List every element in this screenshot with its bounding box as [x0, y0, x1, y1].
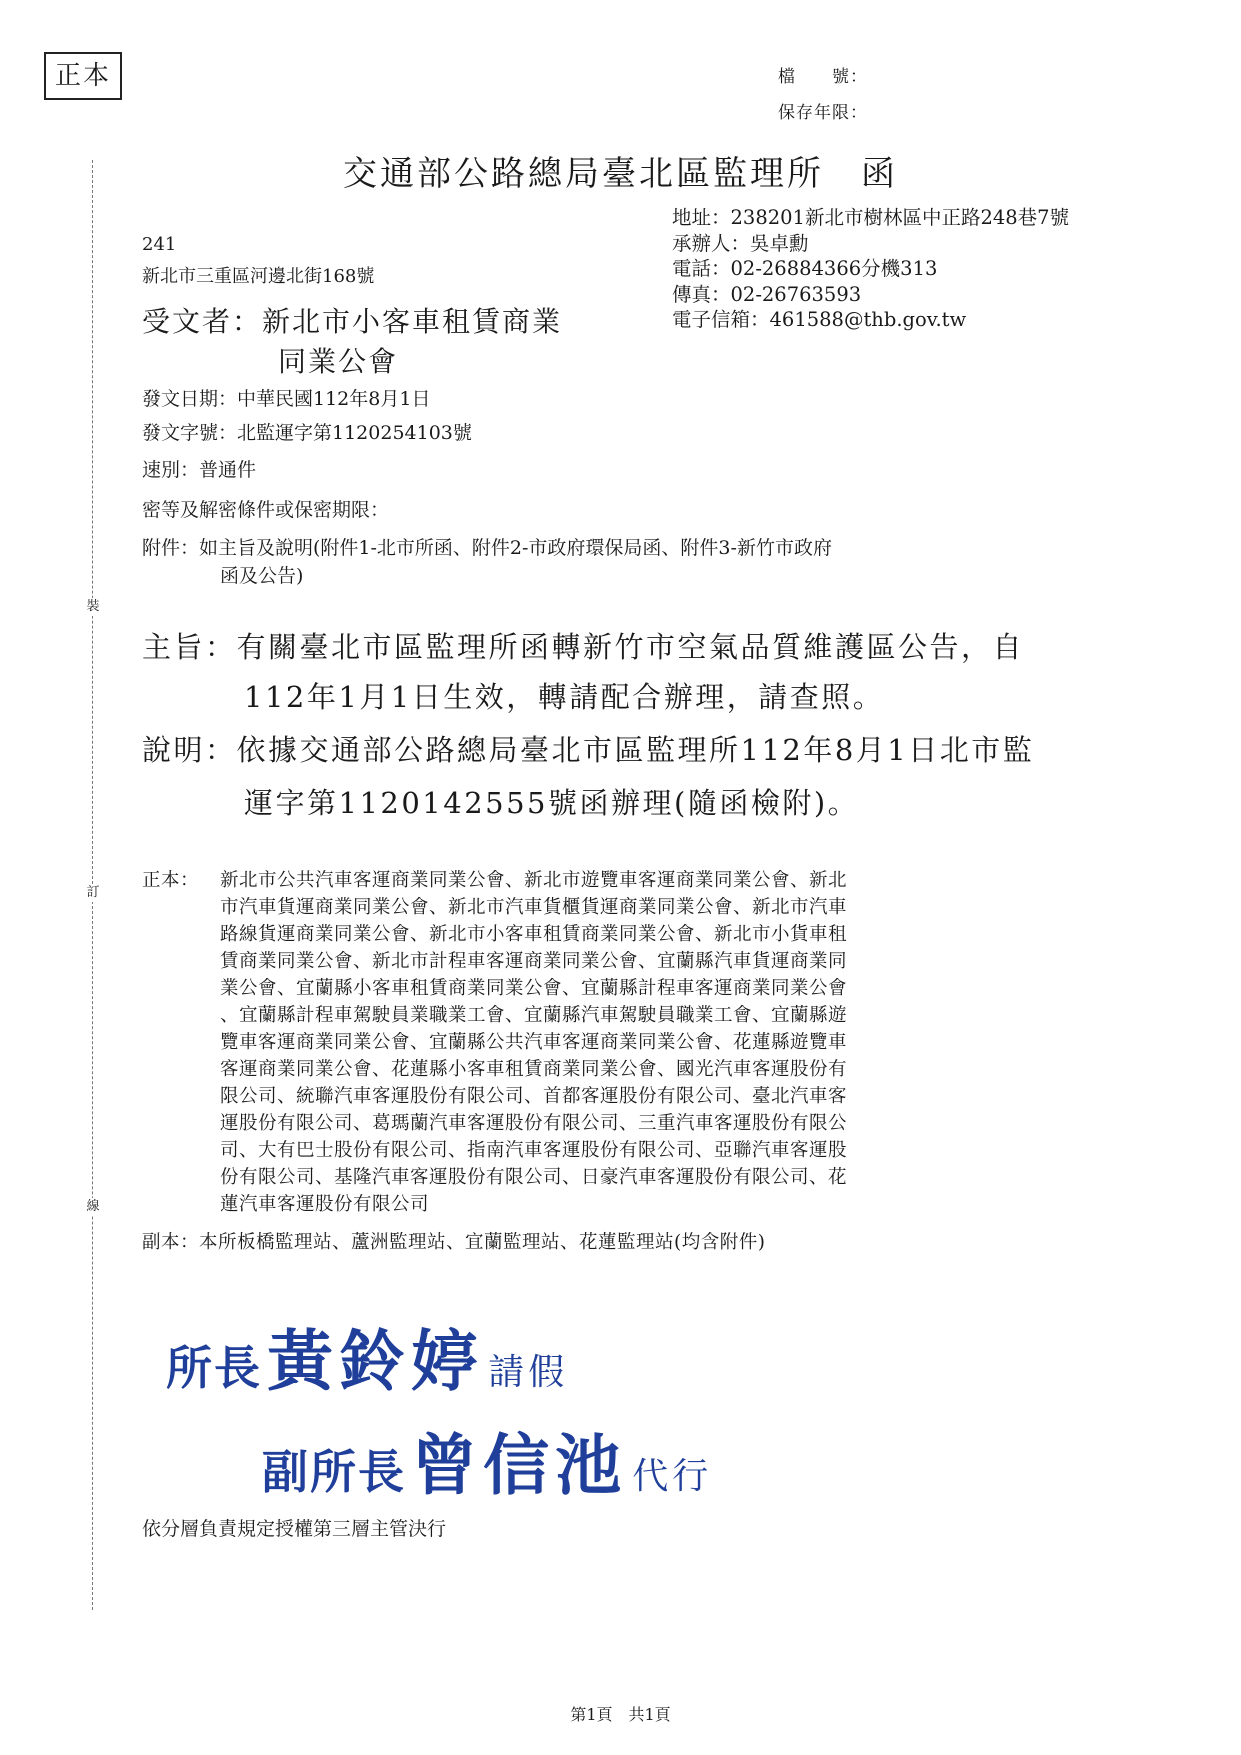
- original-recipients-line: 路線貨運商業同業公會、新北市小客車租賃商業同業公會、新北市小貨車租: [220, 924, 848, 945]
- original-copy-stamp: 正本: [44, 52, 122, 100]
- sender-contact: 承辦人：吳卓勳: [672, 232, 809, 255]
- original-recipients-line: 新北市公共汽車客運商業同業公會、新北市遊覽車客運商業同業公會、新北: [220, 870, 848, 891]
- secrecy-level: 密等及解密條件或保密期限：: [142, 499, 390, 521]
- signature-name-2: 曾信池: [411, 1426, 628, 1504]
- signature-title-1: 所長: [166, 1341, 262, 1395]
- copy-recipients: 副本：本所板橋監理站、蘆洲監理站、宜蘭監理站、花蓮監理站(均含附件): [142, 1232, 766, 1253]
- sender-address: 地址：238201新北市樹林區中正路248巷7號: [672, 206, 1070, 229]
- page-number: 第1頁 共1頁: [570, 1705, 671, 1724]
- explanation-line-2: 運字第1120142555號函辦理(隨函檢附)。: [244, 786, 860, 820]
- original-recipients-line: 客運商業同業公會、花蓮縣小客車租賃商業同業公會、國光汽車客運股份有: [220, 1059, 848, 1080]
- signature-title-2: 副所長: [262, 1445, 406, 1499]
- original-recipients-line: 、宜蘭縣計程車駕駛員業職業工會、宜蘭縣汽車駕駛員職業工會、宜蘭縣遊: [220, 1005, 848, 1026]
- attachments-line-1: 附件：如主旨及說明(附件1-北市所函、附件2-市政府環保局函、附件3-新竹市政府: [142, 537, 832, 559]
- sender-fax: 傳真：02-26763593: [672, 283, 862, 306]
- explanation-line-1: 說明：依據交通部公路總局臺北市區監理所112年8月1日北市監: [142, 733, 1035, 767]
- binding-mark-2: 訂: [84, 884, 102, 902]
- original-recipients-line: 蓮汽車客運股份有限公司: [220, 1194, 430, 1215]
- original-recipients-line: 司、大有巴士股份有限公司、指南汽車客運股份有限公司、亞聯汽車客運股: [220, 1140, 848, 1161]
- original-recipients-line: 市汽車貨運商業同業公會、新北市汽車貨櫃貨運商業同業公會、新北市汽車: [220, 897, 848, 918]
- original-recipients-line: 份有限公司、基隆汽車客運股份有限公司、日豪汽車客運股份有限公司、花: [220, 1167, 848, 1188]
- authority-note: 依分層負責規定授權第三層主管決行: [142, 1518, 447, 1540]
- original-recipients-line: 賃商業同業公會、新北市計程車客運商業同業公會、宜蘭縣汽車貨運商業同: [220, 951, 848, 972]
- original-recipients-line: 限公司、統聯汽車客運股份有限公司、首都客運股份有限公司、臺北汽車客: [220, 1086, 848, 1107]
- recipient-postal-code: 241: [142, 234, 177, 255]
- original-recipients-line: 業公會、宜蘭縣小客車租賃商業同業公會、宜蘭縣計程車客運商業同業公會: [220, 978, 848, 999]
- original-recipients-label: 正本：: [142, 870, 200, 891]
- original-recipients-line: 覽車客運商業同業公會、宜蘭縣公共汽車客運商業同業公會、花蓮縣遊覽車: [220, 1032, 848, 1053]
- document-title: 交通部公路總局臺北區監理所 函: [343, 154, 898, 194]
- recipient-address: 新北市三重區河邊北街168號: [142, 266, 375, 287]
- signature-director: [166, 1308, 568, 1403]
- binding-mark-3: 線: [84, 1198, 102, 1216]
- retention-period-label: 保存年限：: [778, 103, 868, 123]
- original-recipients-line: 運股份有限公司、葛瑪蘭汽車客運股份有限公司、三重汽車客運股份有限公: [220, 1113, 848, 1134]
- issue-date: 發文日期：中華民國112年8月1日: [142, 388, 431, 410]
- signature-name-1: 黃鈴婷: [267, 1322, 484, 1400]
- recipient-line-2: 同業公會: [278, 345, 399, 378]
- signature-note-2: 代行: [632, 1456, 713, 1497]
- issue-number: 發文字號：北監運字第1120254103號: [142, 422, 472, 444]
- recipient-line-1: 受文者：新北市小客車租賃商業: [142, 305, 563, 338]
- signature-deputy: [262, 1412, 712, 1507]
- sender-email: 電子信箱：461588@thb.gov.tw: [672, 308, 967, 331]
- binding-mark-1: 裝: [84, 598, 102, 616]
- sender-phone: 電話：02-26884366分機313: [672, 257, 938, 280]
- speed-category: 速別：普通件: [142, 459, 257, 481]
- subject-line-2: 112年1月1日生效，轉請配合辦理，請查照。: [244, 680, 885, 714]
- signature-note-1: 請假: [488, 1352, 569, 1393]
- file-number-label: 檔 號：: [778, 67, 868, 87]
- attachments-line-2: 函及公告): [220, 565, 304, 587]
- subject-line-1: 主旨：有關臺北市區監理所函轉新竹市空氣品質維護區公告，自: [142, 630, 1025, 664]
